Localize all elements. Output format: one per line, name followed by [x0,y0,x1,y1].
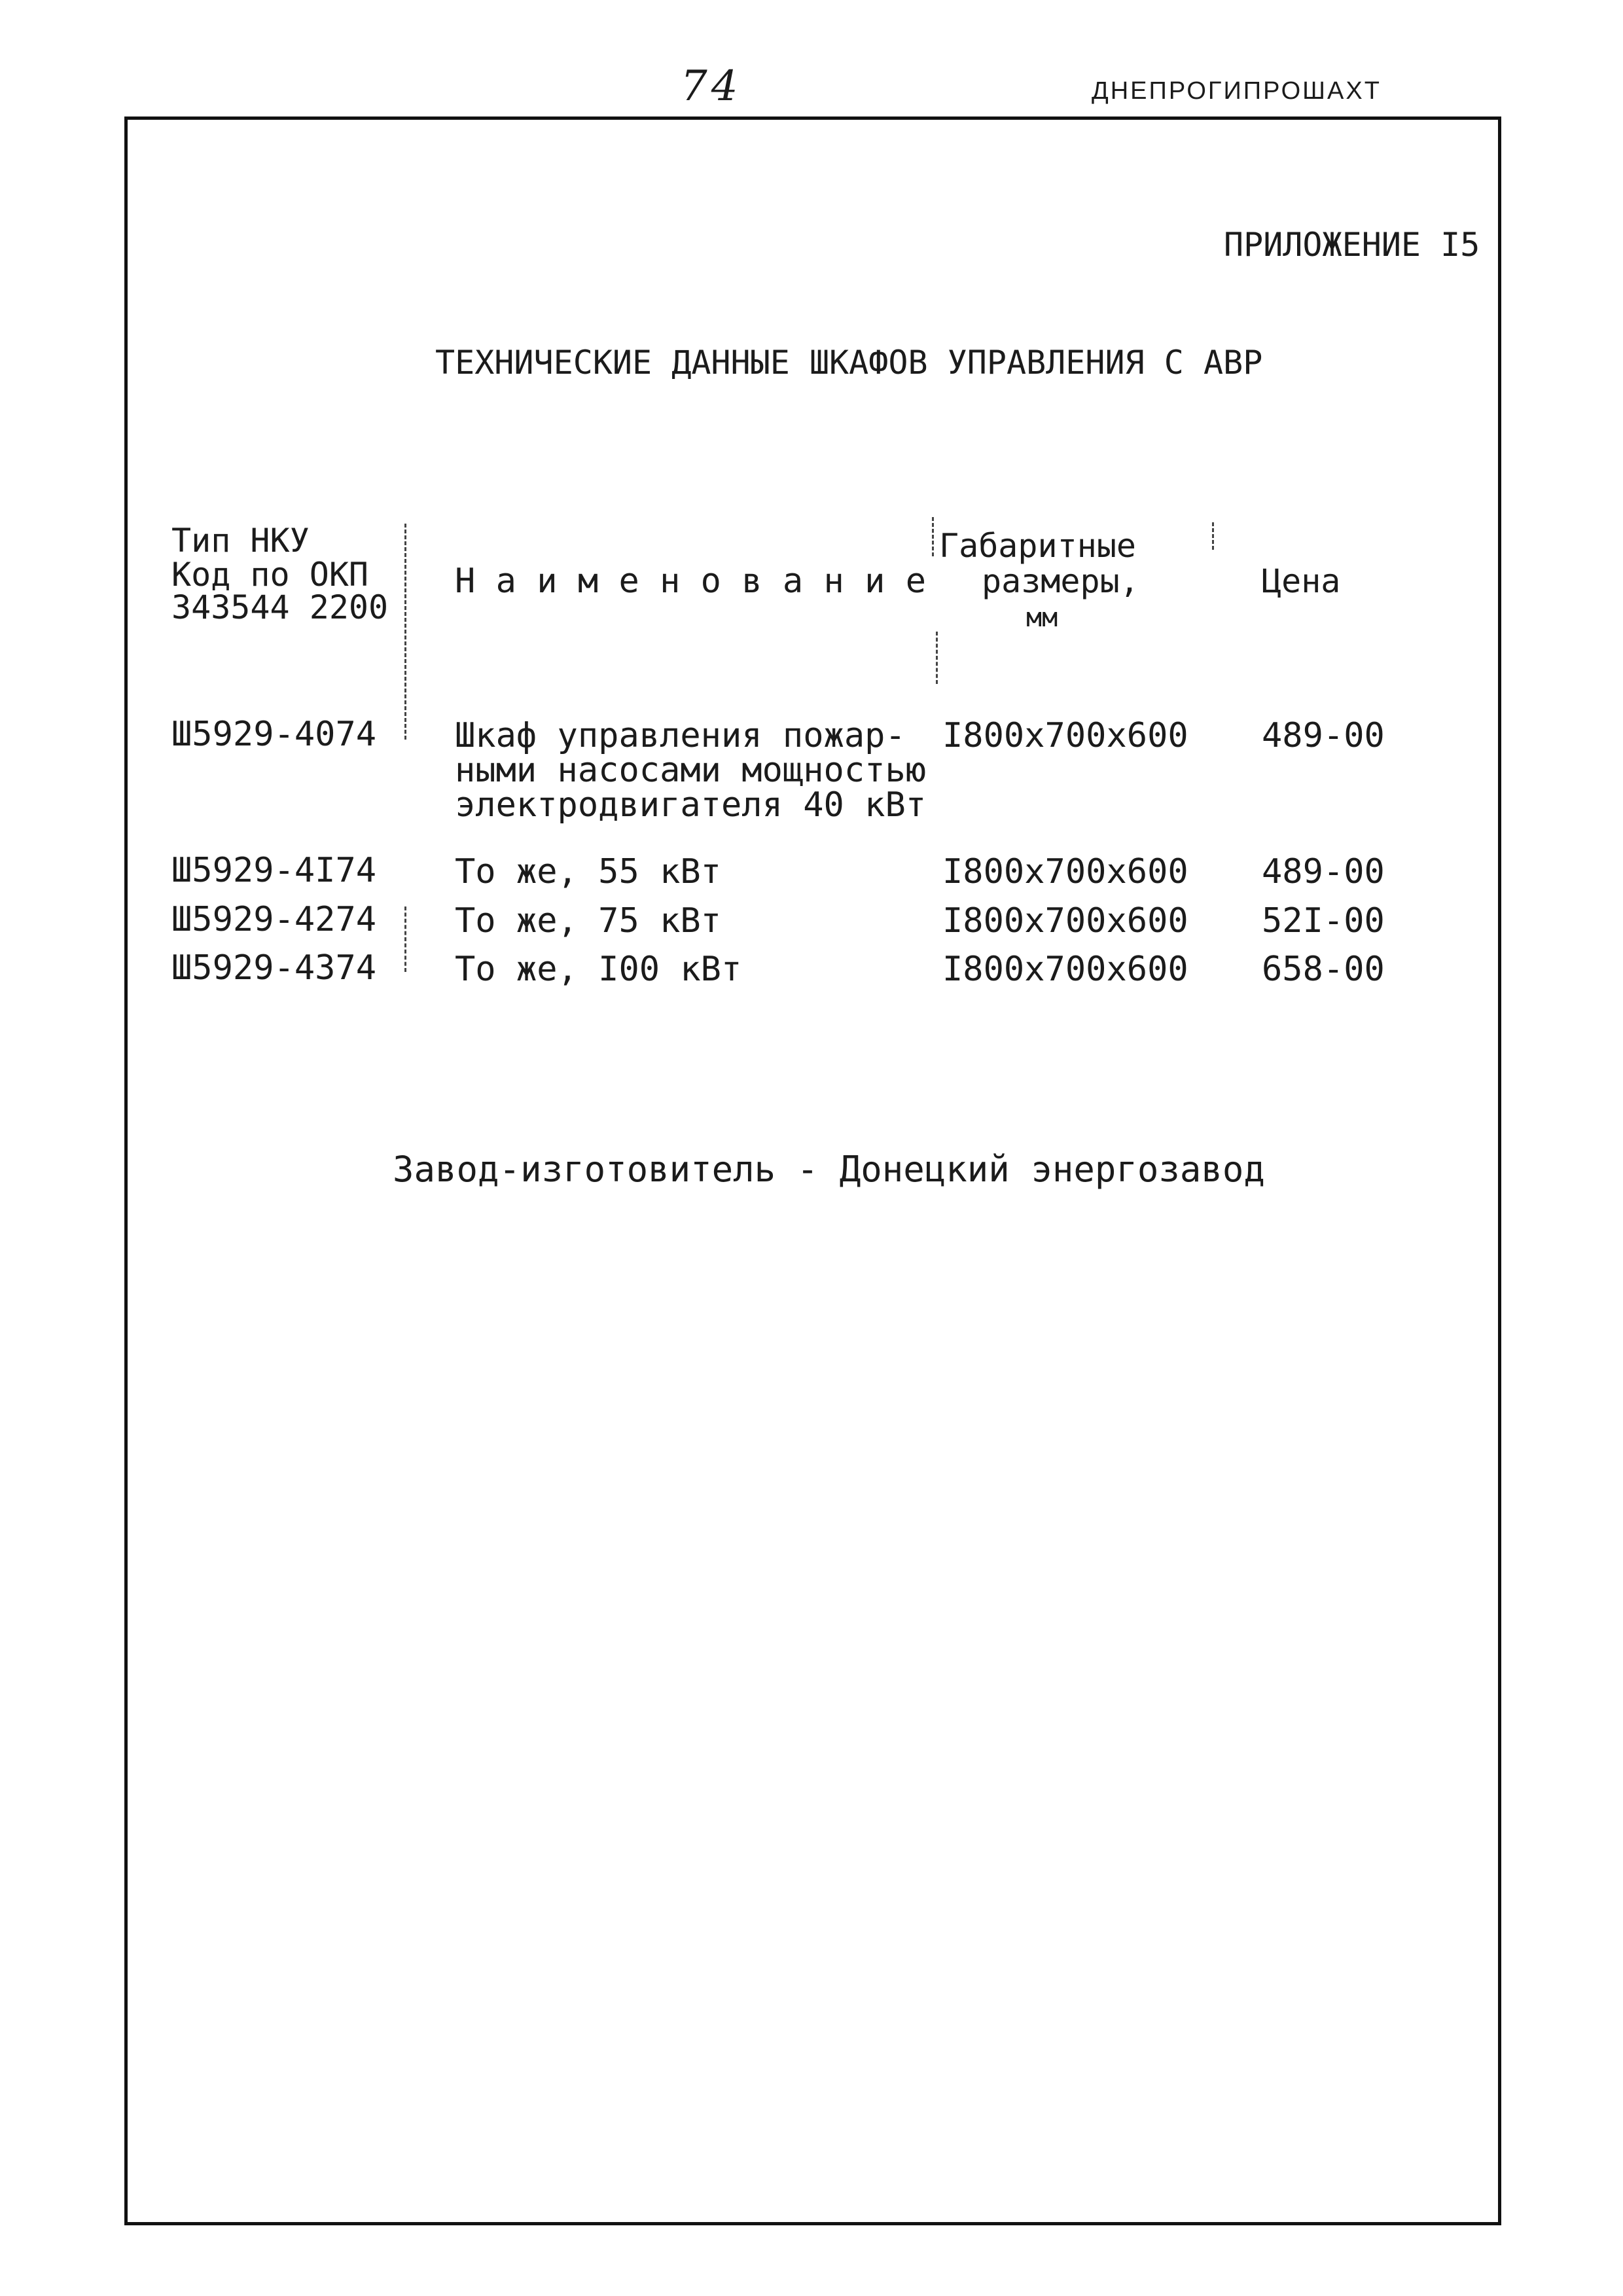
row-name-line-1: Шкаф управления пожар- [455,716,906,755]
column-separator [404,906,406,972]
row-type: Ш5929-4074 [171,715,377,754]
header-type-line-3: 343544 2200 [171,588,389,626]
column-separator [1212,522,1214,550]
manufacturer-note: Завод-изготовитель - Донецкий энергозавод [393,1149,1265,1190]
header-name: Н а и м е н о в а н и е [455,562,927,601]
organization-stamp: ДНЕПРОГИПРОШАХТ [1092,77,1382,105]
row-dimensions: I800x700x600 [942,950,1188,989]
row-price: 489-00 [1262,852,1385,891]
header-dimensions-line-2: размеры, [982,562,1139,600]
row-name-line-2: ными насосами мощностью [455,751,927,790]
row-name: То же, I00 кВт [455,950,742,989]
column-separator [936,632,938,684]
header-dimensions-line-3: мм [1026,603,1058,633]
row-type: Ш5929-4374 [171,948,377,988]
row-price: 658-00 [1262,950,1385,989]
column-separator [404,524,406,740]
header-type-line-1: Тип НКУ [171,522,310,560]
row-name-line-3: электродвигателя 40 кВт [455,785,927,825]
row-type: Ш5929-4274 [171,900,377,939]
header-type-line-2: Код по ОКП [171,556,369,594]
row-name: То же, 55 кВт [455,852,721,891]
row-price: 489-00 [1262,716,1385,755]
row-dimensions: I800x700x600 [942,901,1188,941]
appendix-label: ПРИЛОЖЕНИЕ I5 [1224,226,1480,264]
page-number: 74 [681,62,742,111]
row-price: 52I-00 [1262,901,1385,941]
header-dimensions-line-1: Габаритные [939,527,1137,565]
row-name: То же, 75 кВт [455,901,721,941]
row-dimensions: I800x700x600 [942,716,1188,755]
header-price: Цена [1262,562,1341,600]
document-title: ТЕХНИЧЕСКИЕ ДАННЫЕ ШКАФОВ УПРАВЛЕНИЯ С АВР [435,344,1263,382]
row-dimensions: I800x700x600 [942,852,1188,891]
row-type: Ш5929-4I74 [171,851,377,890]
column-separator [932,517,934,556]
